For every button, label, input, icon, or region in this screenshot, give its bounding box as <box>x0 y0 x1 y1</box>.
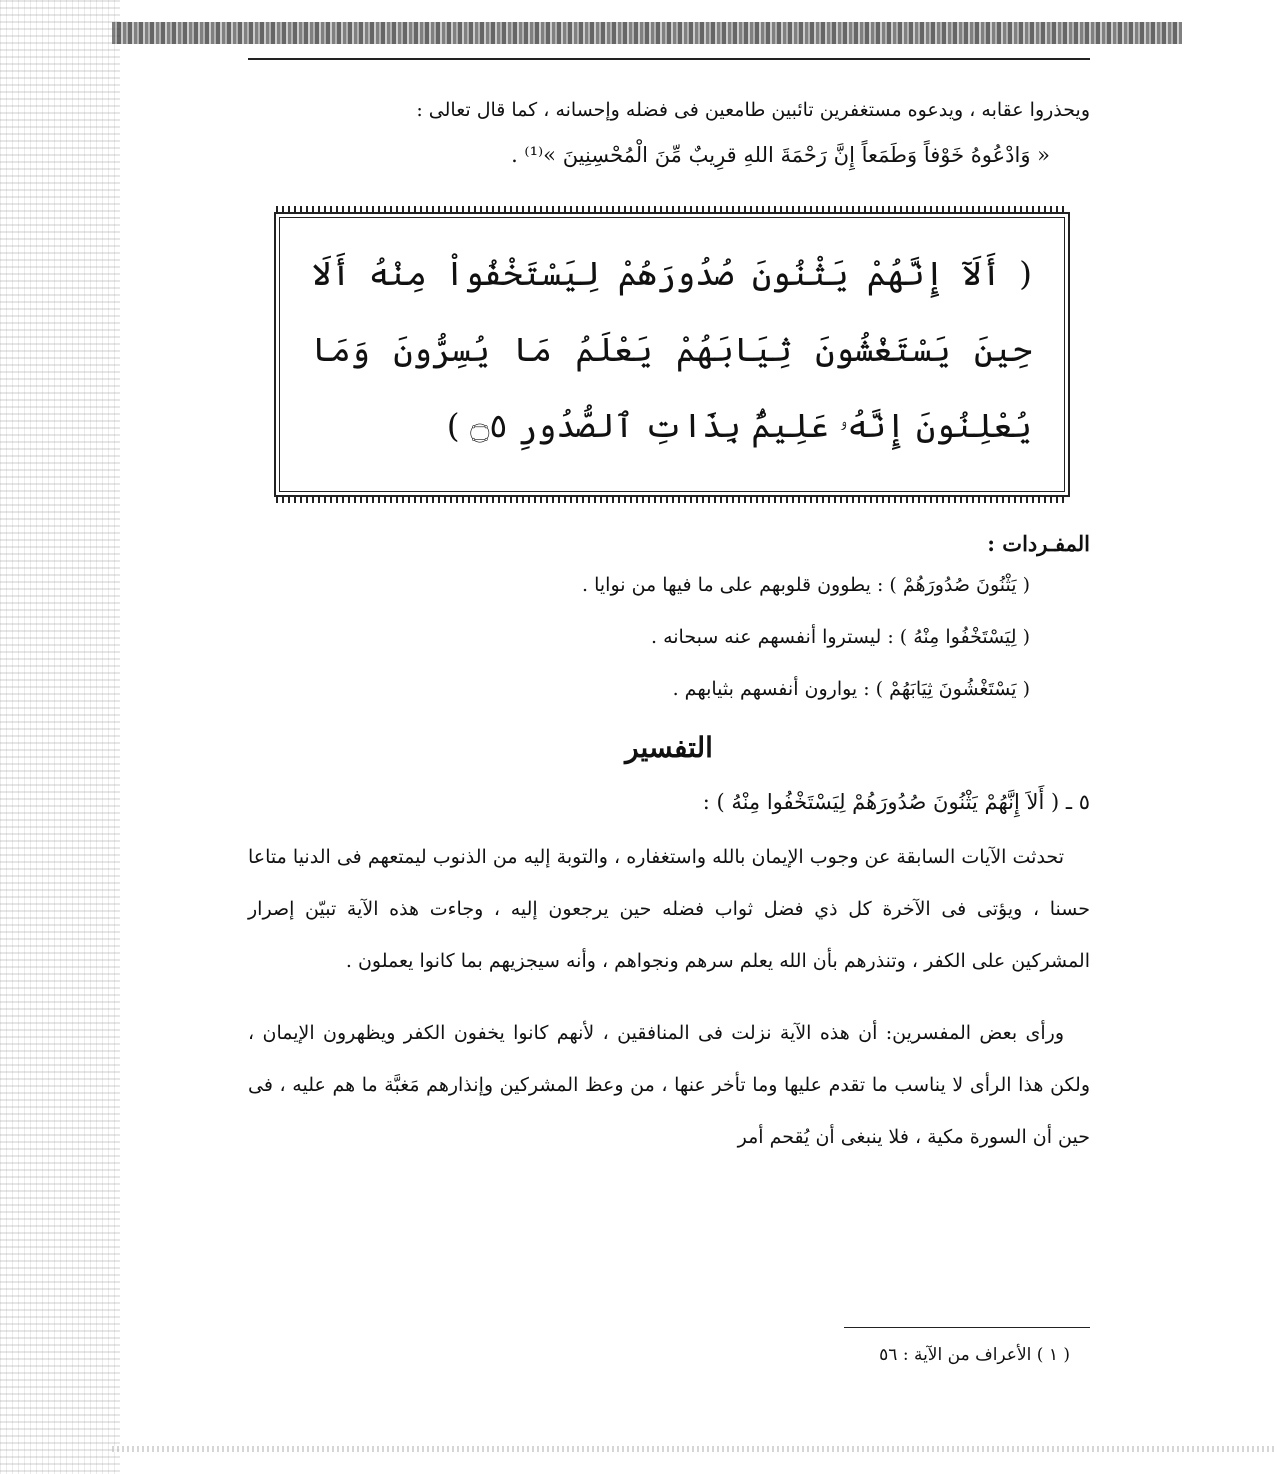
tafsir-paragraph-text: تحدثت الآيات السابقة عن وجوب الإيمان بالله واستغفاره ، والتوبة إليه من الذنوب ليمتعهم فى الدنيا متاعا حسنا ، ويؤتى فى الآخرة كل ذي فضل ثواب فضله حين يرجعون إليه ، وجاءت هذه الآية تبيّن إصرار المشركين على الكفر ، وتنذرهم بأن الله يعلم سرهم ونجواهم ، وأنه سيجزيهم بما كانوا يعملون . <box>248 846 1090 972</box>
tafsir-verse-ref: ٥ ـ ( أَلاَ إِنَّهُمْ يَثْنُونَ صُدُورَهُمْ لِيَسْتَخْفُوا مِنْهُ ) : <box>702 790 1090 814</box>
vocab-item: ( لِيَسْتَخْفُوا مِنْهُ ) : ليستروا أنفسهم عنه سبحانه . <box>650 626 1030 648</box>
scan-edge-left <box>0 0 120 1474</box>
tafsir-paragraph-text: ورأى بعض المفسرين: أن هذه الآية نزلت فى المنافقين ، لأنهم كانوا يخفون الكفر ويظهرون الإيمان ، ولكن هذا الرأى لا يناسب ما تقدم عليها وما تأخر عنها ، من وعظ المشركين وإنذارهم مَغبَّة ما هم عليه ، فى حين أن السورة مكية ، فلا ينبغى أن يُقحم أمر <box>248 1022 1090 1148</box>
tafsir-title: التفسير <box>625 731 713 764</box>
vocab-item: ( يَثْنُونَ صُدُورَهُمْ ) : يطوون قلوبهم على ما فيها من نوايا . <box>582 574 1030 596</box>
scan-edge-bottom <box>112 1446 1274 1452</box>
footnote: ( ١ ) الأعراف من الآية : ٥٦ <box>879 1345 1070 1365</box>
intro-paragraph: ويحذروا عقابه ، ويدعوه مستغفرين تائبين طامعين فى فضله وإحسانه ، كما قال تعالى : <box>416 99 1090 121</box>
scan-edge-top <box>112 22 1182 44</box>
tafsir-paragraph <box>248 1007 1090 1163</box>
footnote-rule <box>844 1327 1090 1328</box>
intro-verse: « وَادْعُوهُ خَوْفاً وَطَمَعاً إِنَّ رَحْمَةَ اللهِ قرِيبٌ مِّنَ الْمُحْسِنِينَ »⁽¹⁾ . <box>511 143 1050 167</box>
quran-frame <box>274 212 1070 497</box>
page-content <box>248 60 1090 1163</box>
vocab-item: ( يَسْتَغْشُونَ ثِيَابَهُمْ ) : يوارون أنفسهم بثيابهم . <box>672 678 1030 700</box>
quran-verse-text: ( أَلَآ إِنَّهُمْ يَثْنُونَ صُدُورَهُمْ لِيَسْتَخْفُواْ مِنْهُ أَلَا حِينَ يَسْتَغْشُونَ ثِيَابَهُمْ يَعْلَمُ مَا يُسِرُّونَ وَمَا يُعْلِنُونَ إِنَّهُۥ عَلِيمٌۢ بِذَاتِ ٱلصُّدُورِ ۝٥ ) <box>312 254 1032 445</box>
vocab-heading: المفـردات : <box>987 531 1090 556</box>
tafsir-paragraph <box>248 831 1090 987</box>
